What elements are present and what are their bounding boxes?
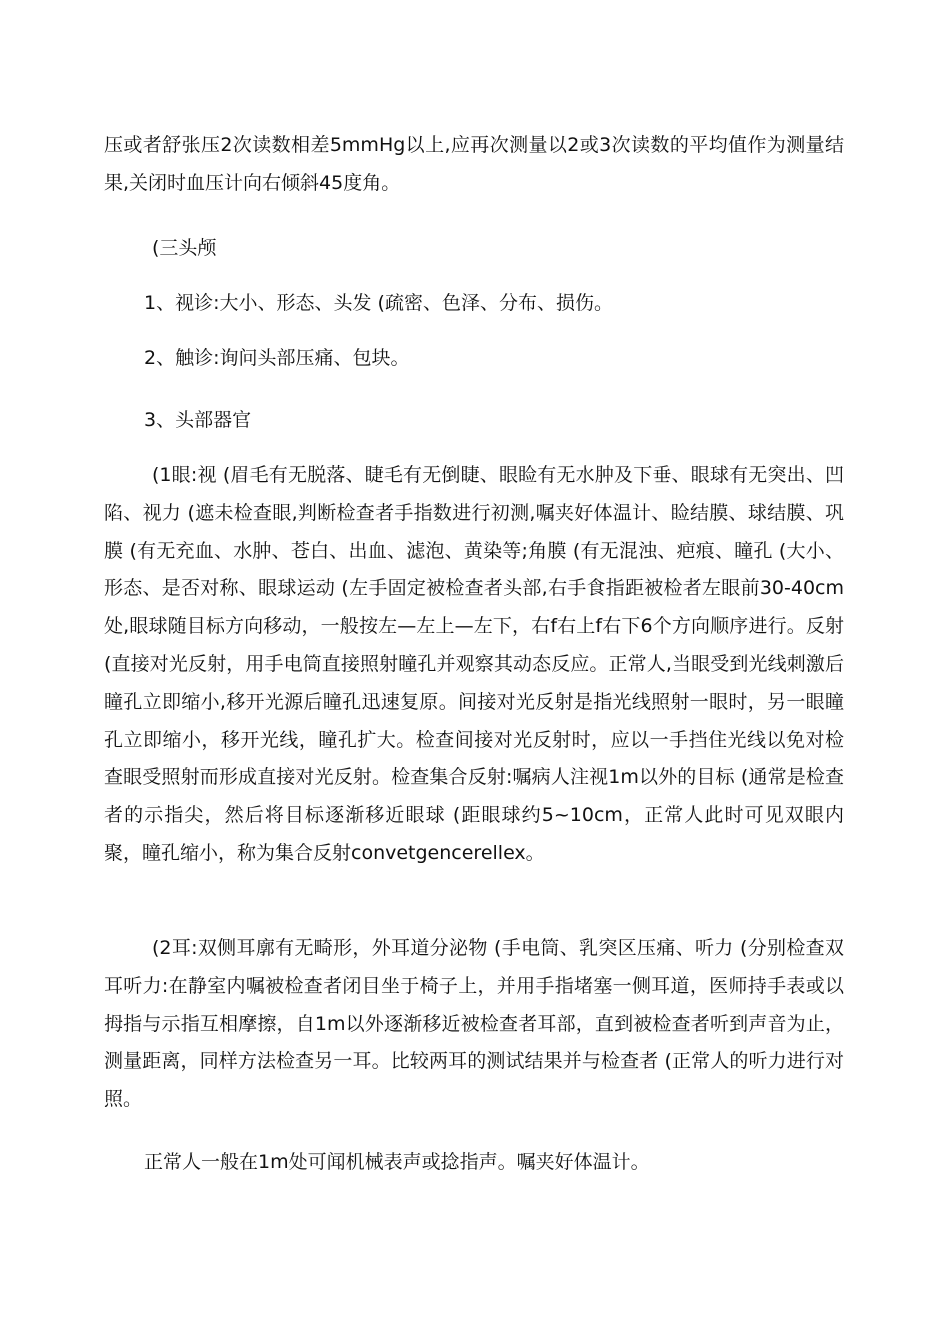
- list-item-inspection: 1、视诊:大小、形态、头发 (疏密、色泽、分布、损伤。: [144, 292, 613, 314]
- paragraph-ear: (2耳:双侧耳廓有无畸形，外耳道分泌物 (手电筒、乳突区压痛、听力 (分别检查双耳听力:在静室内嘱被检查者闭目坐于椅子上，并用手指堵塞一侧耳道，医师持手表或以拇指与示指互相摩擦，自1m以外逐渐移近被检查者耳部，直到被检查者听到声音为止，测量距离，同样方法检查另一耳。比较两耳的测试结果并与检查者 (正常人的听力进行对照。: [104, 937, 844, 1111]
- list-item-palpation: 2、触诊:询问头部压痛、包块。: [144, 347, 410, 369]
- paragraph-blood-pressure: 压或者舒张压2次读数相差5mmHg以上,应再次测量以2或3次读数的平均值作为测量结果,关闭时血压计向右倾斜45度角。: [104, 134, 844, 194]
- list-item-head-organs: 3、头部器官: [144, 409, 252, 431]
- paragraph-normal-hearing: 正常人一般在1m处可闻机械表声或捻指声。嘱夹好体温计。: [144, 1151, 650, 1173]
- paragraph-eye: (1眼:视 (眉毛有无脱落、睫毛有无倒睫、眼睑有无水肿及下垂、眼球有无突出、凹陷、视力 (遮未检查眼,判断检查者手指数进行初测,嘱夹好体温计、睑结膜、球结膜、巩膜 (有无充血、水肿、苍白、出血、滤泡、黄染等;角膜 (有无混浊、疤痕、瞳孔 (大小、形态、是否对称、眼球运动 (左手固定被检查者头部,右手食指距被检者左眼前30-40cm处,眼球随目标方向移动，一般按左—左上—左下，右f右上f右下6个方向顺序进行。反射 (直接对光反射，用手电筒直接照射瞳孔并观察其动态反应。正常人,当眼受到光线刺激后瞳孔立即缩小,移开光源后瞳孔迅速复原。间接对光反射是指光线照射一眼时，另一眼瞳孔立即缩小，移开光线，瞳孔扩大。检查间接对光反射时，应以一手挡住光线以免对检查眼受照射而形成直接对光反射。检查集合反射:嘱病人注视1m以外的目标 (通常是检查者的示指尖，然后将目标逐渐移近眼球 (距眼球约5~10cm，正常人此时可见双眼内聚，瞳孔缩小，称为集合反射convetgencerellex。: [104, 464, 844, 864]
- section-heading-head: (三头颅: [152, 237, 217, 259]
